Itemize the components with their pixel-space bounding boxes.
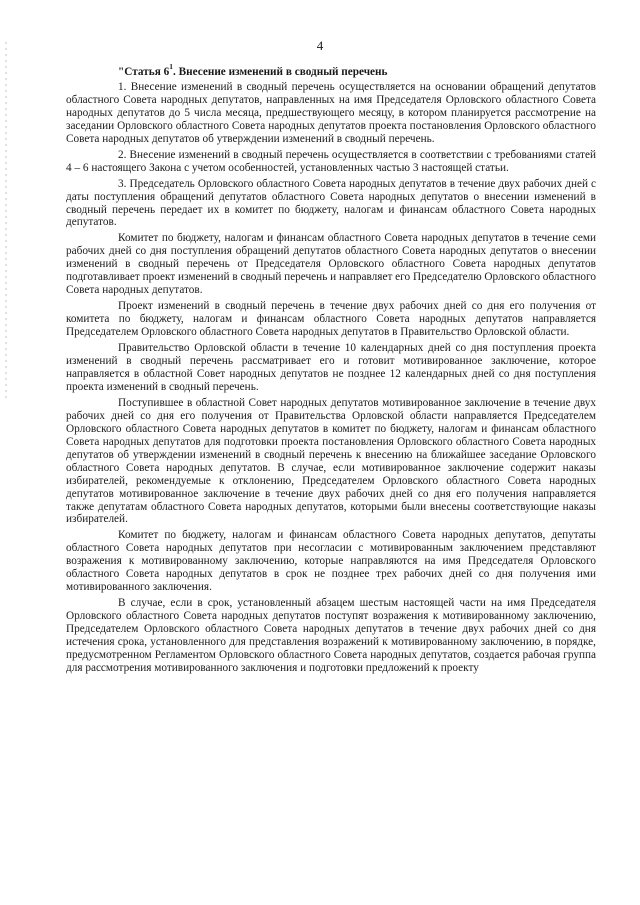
- paragraph-send-to-government: Проект изменений в сводный перечень в течение двух рабочих дней со дня его получения от комитета по бюджету, налогам и финансам областного Совета народных депутатов направляется Председателем Орловского областного Совета народных депутатов в Правительство Орловской области.: [66, 300, 596, 339]
- article-heading: [66, 62, 596, 79]
- article-heading-superscript: 1: [169, 62, 173, 72]
- paragraph-government-review: Правительство Орловской области в течение 10 календарных дней со дня поступления проекта изменений в сводный перечень рассматривает его и готовит мотивированное заключение, которое направляется в областной Совет народных депутатов не позднее 12 календарных дней со дня поступления проекта изменений в сводный перечень.: [66, 342, 596, 393]
- document-body: [66, 62, 596, 678]
- article-heading-title: . Внесение изменений в сводный перечень: [172, 66, 388, 78]
- paragraph-part-2: 2. Внесение изменений в сводный перечень осуществляется в соответствии с требованиями статей 4 – 6 настоящего Закона с учетом особенностей, установленных частью 3 настоящей статьи.: [66, 148, 596, 174]
- paragraph-working-group: В случае, если в срок, установленный абзацем шестым настоящей части на имя Председателя Орловского областного Совета народных депутатов поступят возражения к мотивированному заключению, Председателем Орловского областного Совета народных депутатов в течение двух рабочих дней со дня истечения срока, установленного для представления возражений к мотивированному заключению, в порядке, предусмотренном Регламентом Орловского областного Совета народных депутатов, создается рабочая группа для рассмотрения мотивированного заключения и подготовки предложений к проекту: [66, 597, 596, 674]
- paragraph-objections: Комитет по бюджету, налогам и финансам областного Совета народных депутатов, депутаты областного Совета народных депутатов при несогласии с мотивированным заключением представляют возражения к мотивированному заключению, которые направляются на имя Председателя Орловского областного Совета народных депутатов в срок не позднее трех рабочих дней со дня получения ими мотивированного заключения.: [66, 529, 596, 594]
- article-heading-prefix: "Статья 6: [118, 66, 170, 78]
- scan-margin-artifact: [4, 40, 8, 400]
- paragraph-conclusion-forwarding: Поступившее в областной Совет народных депутатов мотивированное заключение в течение двух рабочих дней со дня его получения от Правительства Орловской области направляется Председателем Орловского областного Совета народных депутатов в комитет по бюджету, налогам и финансам областного Совета народных депутатов для подготовки проекта постановления Орловского областного Совета народных депутатов об утверждении изменений в сводный перечень к внесению на ближайшее заседание Орловского областного Совета народных депутатов. В случае, если мотивированное заключение содержит наказы избирателей, рекомендуемые к отклонению, Председателем Орловского областного Совета народных депутатов мотивированное заключение в течение двух рабочих дней со дня его получения направляется также депутатам областного Совета народных депутатов, которыми были внесены соответствующие наказы избирателей.: [66, 396, 596, 526]
- paragraph-part-1: 1. Внесение изменений в сводный перечень осуществляется на основании обращений депутатов областного Совета народных депутатов, направленных на имя Председателя Орловского областного Совета народных депутатов до 5 числа месяца, предшествующего месяцу, в котором планируется рассмотрение на заседании Орловского областного Совета народных депутатов проекта постановления Орловского областного Совета народных депутатов об утверждении изменений в сводный перечень.: [66, 80, 596, 145]
- page-number: 4: [316, 38, 324, 53]
- paragraph-part-3: 3. Председатель Орловского областного Совета народных депутатов в течение двух рабочих дней с даты поступления обращений депутатов областного Совета народных депутатов о внесении изменений в сводный перечень передает их в комитет по бюджету, налогам и финансам областного Совета народных депутатов.: [66, 177, 596, 229]
- paragraph-committee-preparation: Комитет по бюджету, налогам и финансам областного Совета народных депутатов в течение семи рабочих дней со дня поступления обращений депутатов областного Совета народных депутатов о внесении изменений в сводный перечень от Председателя Орловского областного Совета народных депутатов подготавливает проект изменений в сводный перечень и направляет его Председателю Орловского областного Совета народных депутатов.: [66, 232, 596, 297]
